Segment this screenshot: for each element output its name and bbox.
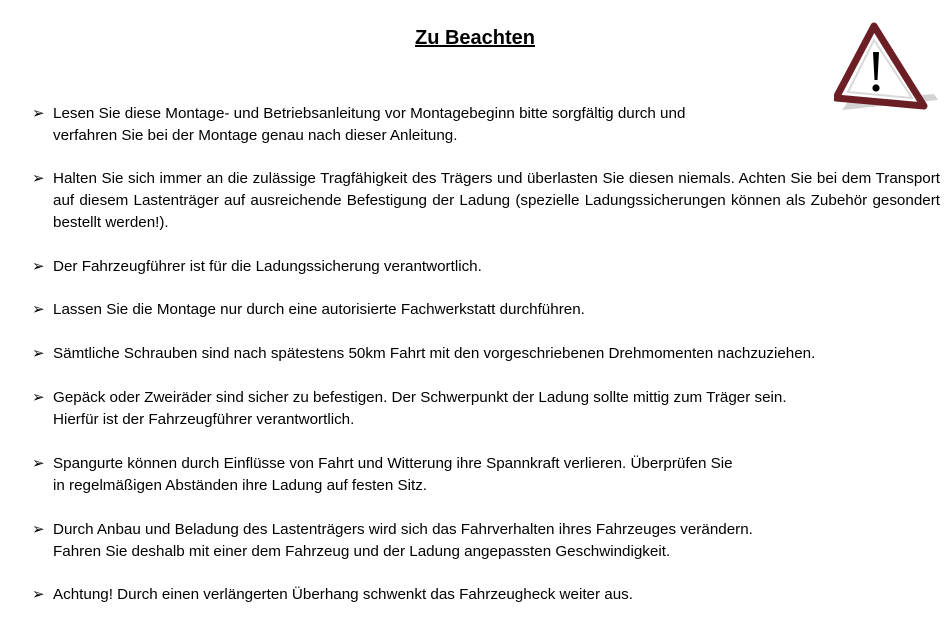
item-line: Spangurte können durch Einflüsse von Fahrt und Witterung ihre Spannkraft verlieren. Überprüfen Sie: [53, 455, 733, 472]
arrowhead-bullet-icon: ➢: [32, 258, 45, 275]
list-item: [32, 387, 940, 431]
arrowhead-bullet-icon: ➢: [32, 455, 45, 472]
arrowhead-bullet-icon: ➢: [32, 586, 45, 603]
list-item: [32, 343, 940, 365]
arrowhead-bullet-icon: ➢: [32, 301, 45, 318]
list-item: [32, 453, 940, 497]
item-line: in regelmäßigen Abständen ihre Ladung auf festen Sitz.: [53, 477, 428, 494]
item-paragraph: Halten Sie sich immer an die zulässige Tragfähigkeit des Trägers und überlasten Sie diesen niemals. Achten Sie bei dem Transport auf diesem Lastenträger auf ausreichende Befestigung der Ladung (spezielle Ladungssicherungen können als Zubehör gesondert bestellt werden!).: [53, 170, 940, 231]
arrowhead-bullet-icon: ➢: [32, 521, 45, 538]
item-line: Lesen Sie diese Montage- und Betriebsanleitung vor Montagebeginn bitte sorgfältig durch und: [53, 105, 686, 122]
item-line: Lassen Sie die Montage nur durch eine autorisierte Fachwerkstatt durchführen.: [53, 301, 585, 318]
list-item: [32, 256, 940, 278]
item-line: Hierfür ist der Fahrzeugführer verantwortlich.: [53, 411, 355, 428]
item-line: Fahren Sie deshalb mit einer dem Fahrzeug und der Ladung angepassten Geschwindigkeit.: [53, 543, 671, 560]
list-item: [32, 519, 940, 563]
list-item: [32, 299, 940, 321]
warning-triangle-icon: [834, 22, 940, 114]
item-line: Der Fahrzeugführer ist für die Ladungssicherung verantwortlich.: [53, 258, 482, 275]
page-title: Zu Beachten: [414, 27, 536, 49]
arrowhead-bullet-icon: ➢: [32, 105, 45, 122]
arrowhead-bullet-icon: ➢: [32, 389, 45, 406]
arrowhead-bullet-icon: ➢: [32, 170, 45, 187]
list-item: [32, 584, 940, 606]
list-item: [32, 168, 940, 234]
arrowhead-bullet-icon: ➢: [32, 345, 45, 362]
list-item: [32, 103, 940, 147]
item-line: Durch Anbau und Beladung des Lastenträgers wird sich das Fahrverhalten ihres Fahrzeuges verändern.: [53, 521, 753, 538]
item-line: Achtung! Durch einen verlängerten Überhang schwenkt das Fahrzeugheck weiter aus.: [53, 586, 633, 603]
item-line: Gepäck oder Zweiräder sind sicher zu befestigen. Der Schwerpunkt der Ladung sollte mittig zum Träger sein.: [53, 389, 787, 406]
item-line: Sämtliche Schrauben sind nach spätestens 50km Fahrt mit den vorgeschriebenen Drehmomenten nachzuziehen.: [53, 345, 816, 362]
item-line: verfahren Sie bei der Montage genau nach dieser Anleitung.: [53, 127, 458, 144]
